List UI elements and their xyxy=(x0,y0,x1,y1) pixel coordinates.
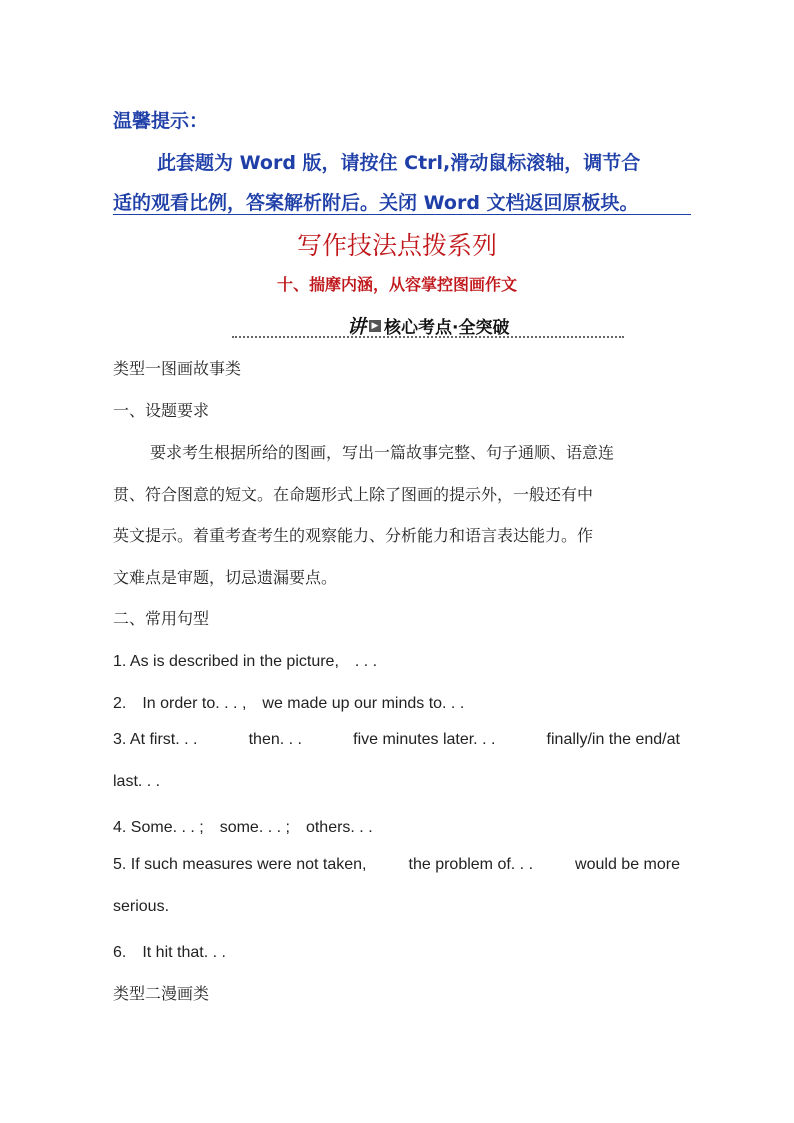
section-banner xyxy=(347,312,509,339)
sentence-pattern-5-cont: serious. xyxy=(113,898,170,915)
paragraph-line: 英文提示。着重考查考生的观察能力、分析能力和语言表达能力。作 xyxy=(113,526,594,545)
dotted-divider xyxy=(232,336,624,338)
sentence-pattern-3 xyxy=(113,731,680,749)
sentence-pattern-5 xyxy=(113,856,680,874)
section-heading-1: 一、设题要求 xyxy=(113,401,210,420)
sentence-pattern-3-cont: last. . . xyxy=(113,773,161,790)
section-heading-2: 二、常用句型 xyxy=(113,609,210,628)
pattern-part: 5. If such measures were not taken, xyxy=(113,856,367,873)
paragraph-line: 要求考生根据所给的图画，写出一篇故事完整、句子通顺、语意连 xyxy=(150,443,615,462)
banner-text: 核心考点·全突破 xyxy=(384,318,510,338)
page-title: 写作技法点拨系列 xyxy=(296,231,497,260)
pattern-part: 3. At first. . . xyxy=(113,731,198,748)
pattern-part: would be more xyxy=(575,856,680,873)
tip-line-1: 此套题为 Word 版，请按住 Ctrl,滑动鼠标滚轴，调节合 xyxy=(157,152,641,174)
pattern-part: the problem of. . . xyxy=(408,856,534,873)
paragraph-line: 文难点是审题，切忌遗漏要点。 xyxy=(113,568,338,587)
tip-underline xyxy=(113,214,691,215)
type-heading-1: 类型一图画故事类 xyxy=(113,359,242,378)
pattern-part: then. . . xyxy=(248,731,302,748)
lecture-icon: 讲 xyxy=(347,316,367,338)
tip-line-2: 适的观看比例，答案解析附后。关闭 Word 文档返回原板块。 xyxy=(113,192,639,214)
pattern-part: five minutes later. . . xyxy=(353,731,496,748)
page-subtitle: 十、揣摩内涵，从容掌控图画作文 xyxy=(276,275,517,294)
play-arrow-icon: ▶ xyxy=(369,320,381,332)
sentence-pattern-6: 6. It hit that. . . xyxy=(113,944,226,961)
tip-title: 温馨提示： xyxy=(113,110,209,132)
sentence-pattern-1: 1. As is described in the picture, . . . xyxy=(113,653,378,670)
paragraph-line: 贯、符合图意的短文。在命题形式上除了图画的提示外，一般还有中 xyxy=(113,485,594,504)
sentence-pattern-4: 4. Some. . . ; some. . . ; others. . . xyxy=(113,819,373,836)
sentence-pattern-2: 2. In order to. . . , we made up our minds to. . . xyxy=(113,695,465,712)
type-heading-2: 类型二漫画类 xyxy=(113,984,210,1003)
pattern-part: finally/in the end/at xyxy=(546,731,680,748)
